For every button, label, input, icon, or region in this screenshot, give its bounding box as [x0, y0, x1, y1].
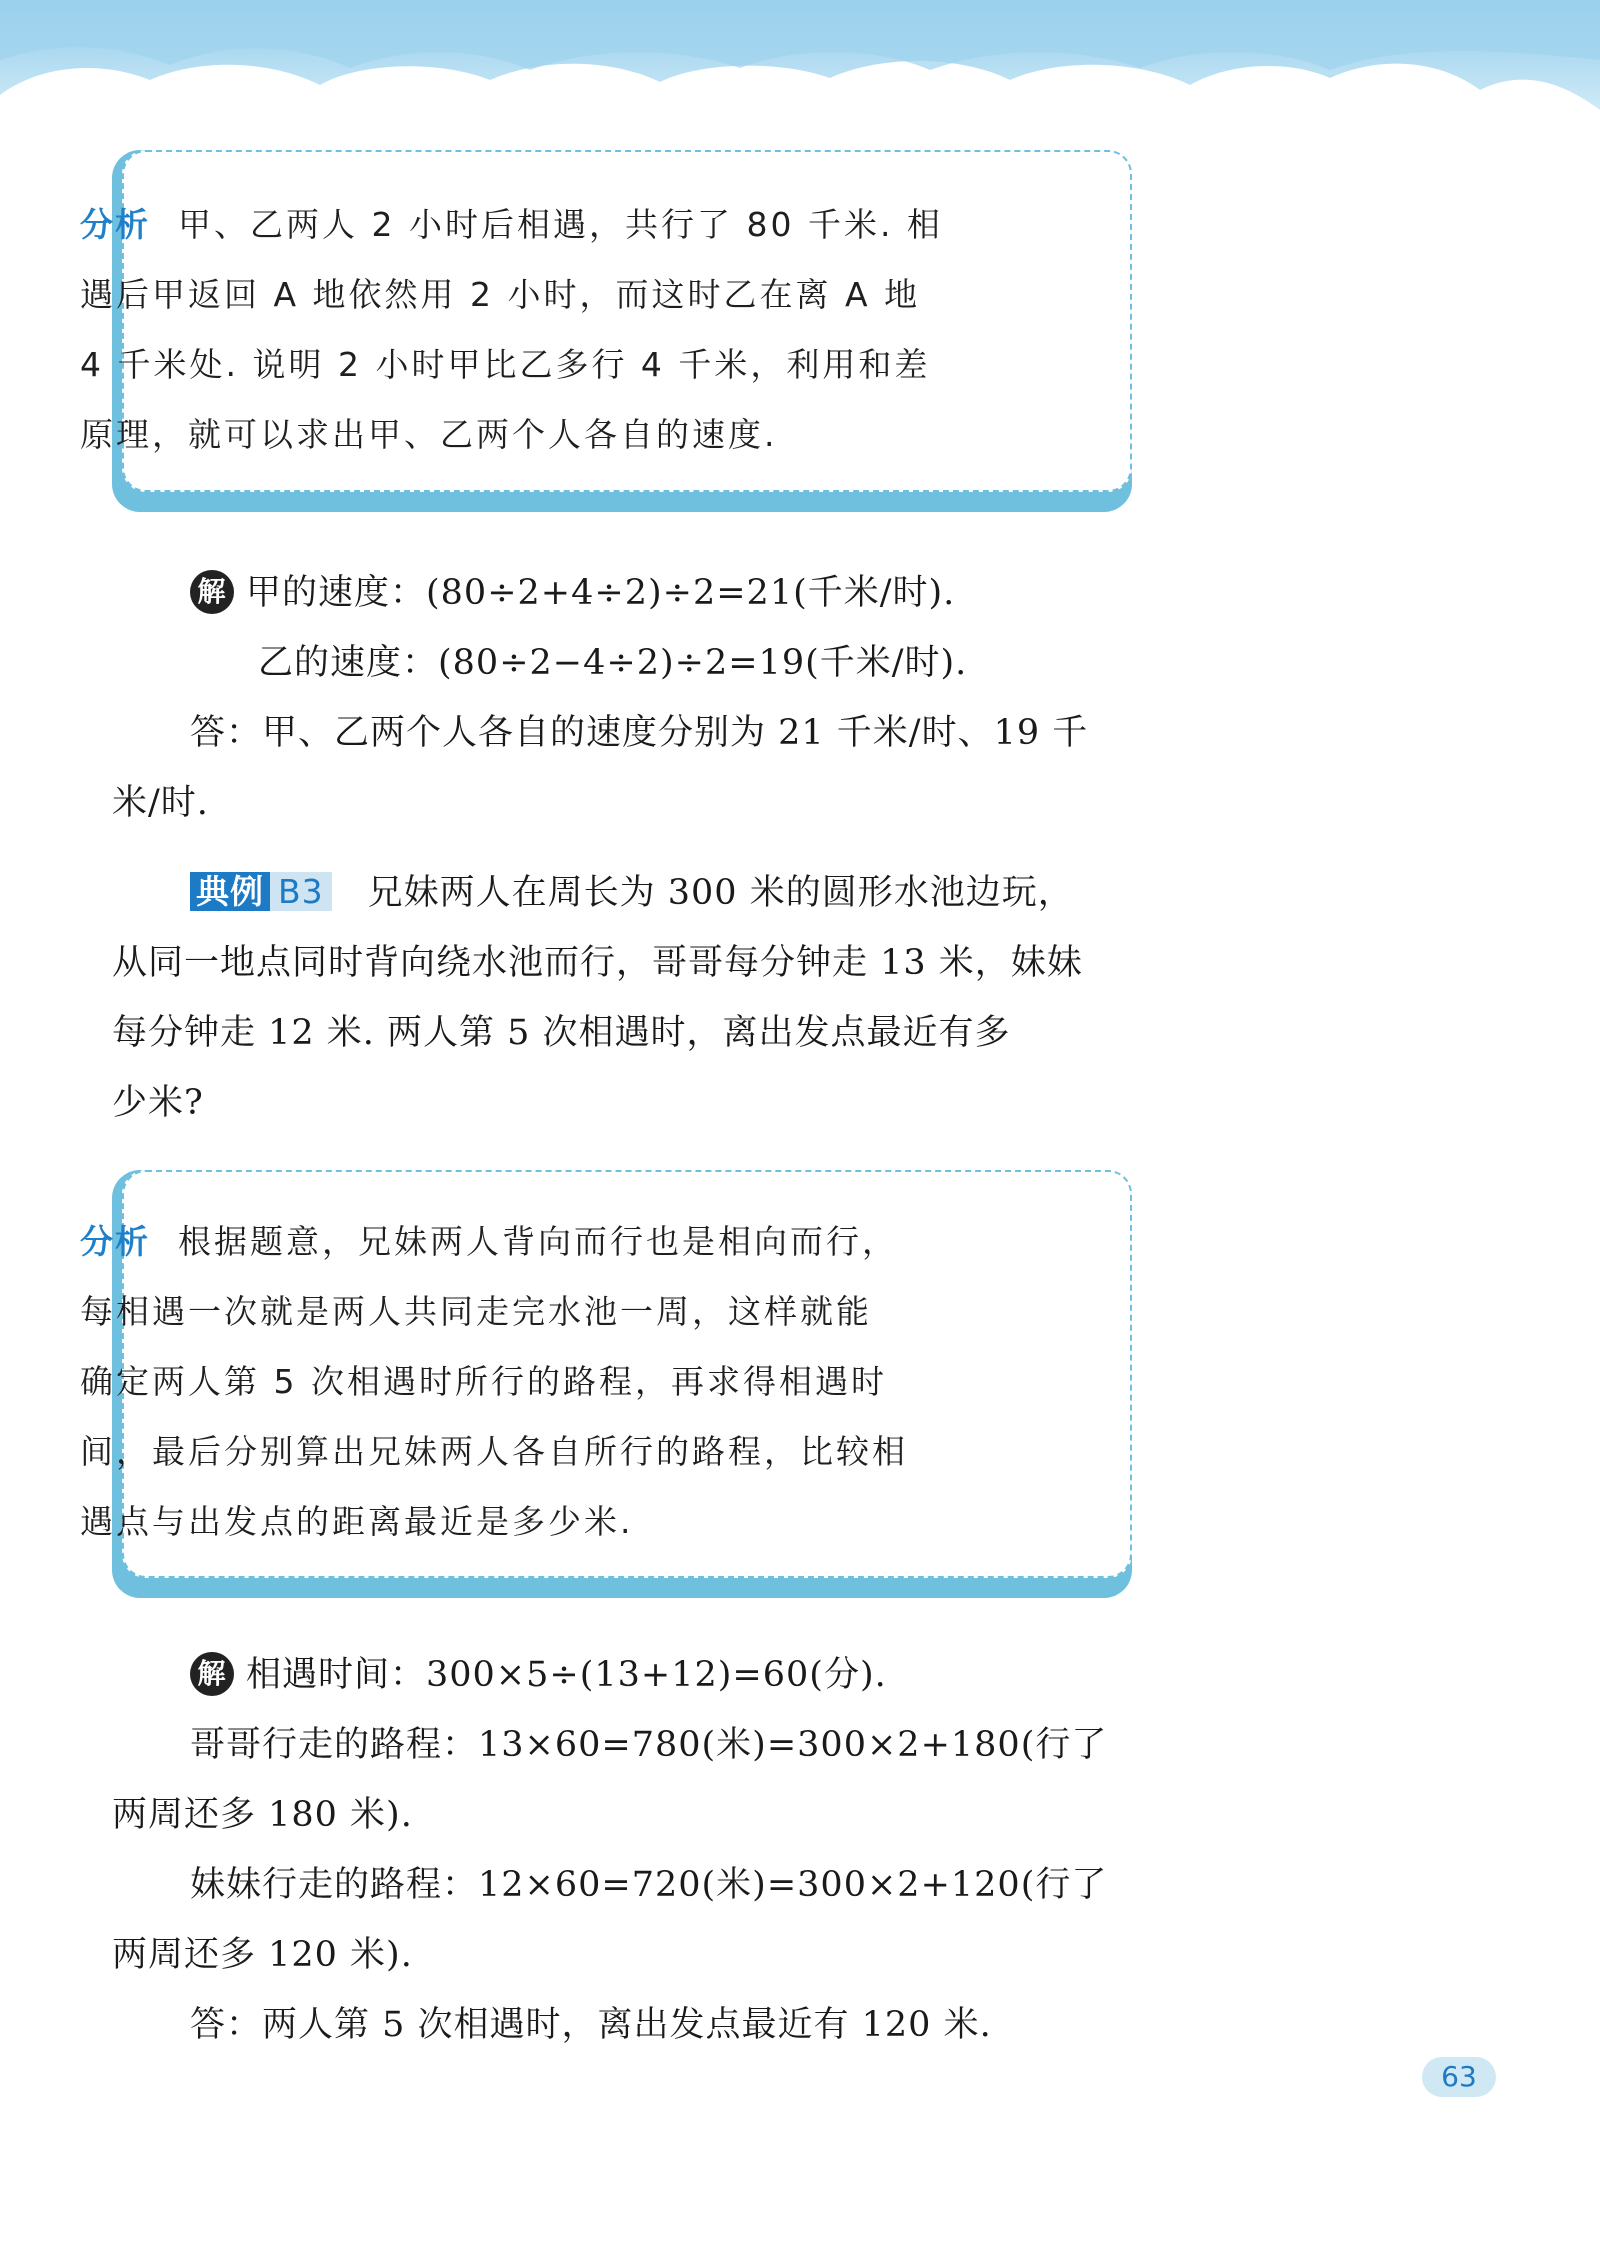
example-line-1: 典例 B3 兄妹两人在周长为 300 米的圆形水池边玩，	[112, 858, 1132, 928]
analysis-1-line-4: 原理，就可以求出甲、乙两个人各自的速度.	[80, 415, 778, 454]
analysis-2-line-3: 确定两人第 5 次相遇时所行的路程，再求得相遇时	[80, 1362, 887, 1401]
analysis-2-line-2: 每相遇一次就是两人共同走完水池一周，这样就能	[80, 1292, 872, 1331]
analysis-2-line-1: 分析 根据题意，兄妹两人背向而行也是相向而行，	[80, 1222, 898, 1261]
solution-1-line-3: 答：甲、乙两个人各自的速度分别为 21 千米/时、19 千	[190, 713, 1089, 753]
solution-2-line-2: 哥哥行走的路程：13×60=780(米)=300×2+180(行了	[190, 1725, 1108, 1765]
analysis-1-line-2: 遇后甲返回 A 地依然用 2 小时，而这时乙在离 A 地	[80, 275, 921, 314]
example-line-3: 每分钟走 12 米. 两人第 5 次相遇时，离出发点最近有多	[112, 1013, 1011, 1053]
solution-1-line-1: 解 甲的速度：(80÷2+4÷2)÷2=21(千米/时).	[112, 558, 1132, 628]
solution-2	[112, 1640, 1132, 2060]
solution-2-line-3: 两周还多 180 米).	[112, 1795, 413, 1835]
cloud-banner	[0, 0, 1600, 150]
analysis-2-text	[80, 1207, 1060, 1557]
analysis-1-line-1: 分析 甲、乙两人 2 小时后相遇，共行了 80 千米. 相	[80, 205, 943, 244]
example-line-4: 少米?	[112, 1083, 204, 1123]
analysis-label: 分析	[80, 205, 150, 244]
analysis-2-line-4: 间，最后分别算出兄妹两人各自所行的路程，比较相	[80, 1432, 908, 1471]
analysis-1-text	[80, 190, 1060, 470]
analysis-1-line-3: 4 千米处. 说明 2 小时甲比乙多行 4 千米，利用和差	[80, 345, 931, 384]
solution-2-line-6: 答：两人第 5 次相遇时，离出发点最近有 120 米.	[190, 2005, 992, 2045]
solution-2-line-1: 解 相遇时间：300×5÷(13+12)=60(分).	[112, 1640, 1132, 1710]
analysis-label: 分析	[80, 1222, 150, 1261]
solution-1-line-2: 乙的速度：(80÷2−4÷2)÷2=19(千米/时).	[258, 643, 968, 683]
solve-icon: 解	[190, 1652, 234, 1696]
page-number: 63	[1422, 2057, 1496, 2097]
solution-1-line-4: 米/时.	[112, 783, 209, 823]
solution-1	[112, 558, 1132, 838]
solution-2-line-4: 妹妹行走的路程：12×60=720(米)=300×2+120(行了	[190, 1865, 1108, 1905]
solution-2-line-5: 两周还多 120 米).	[112, 1935, 413, 1975]
example-tag: 典例 B3	[190, 869, 332, 915]
example-b3	[112, 858, 1132, 1138]
example-line-2: 从同一地点同时背向绕水池而行，哥哥每分钟走 13 米，妹妹	[112, 943, 1083, 983]
analysis-2-line-5: 遇点与出发点的距离最近是多少米.	[80, 1502, 634, 1541]
solve-icon: 解	[190, 570, 234, 614]
